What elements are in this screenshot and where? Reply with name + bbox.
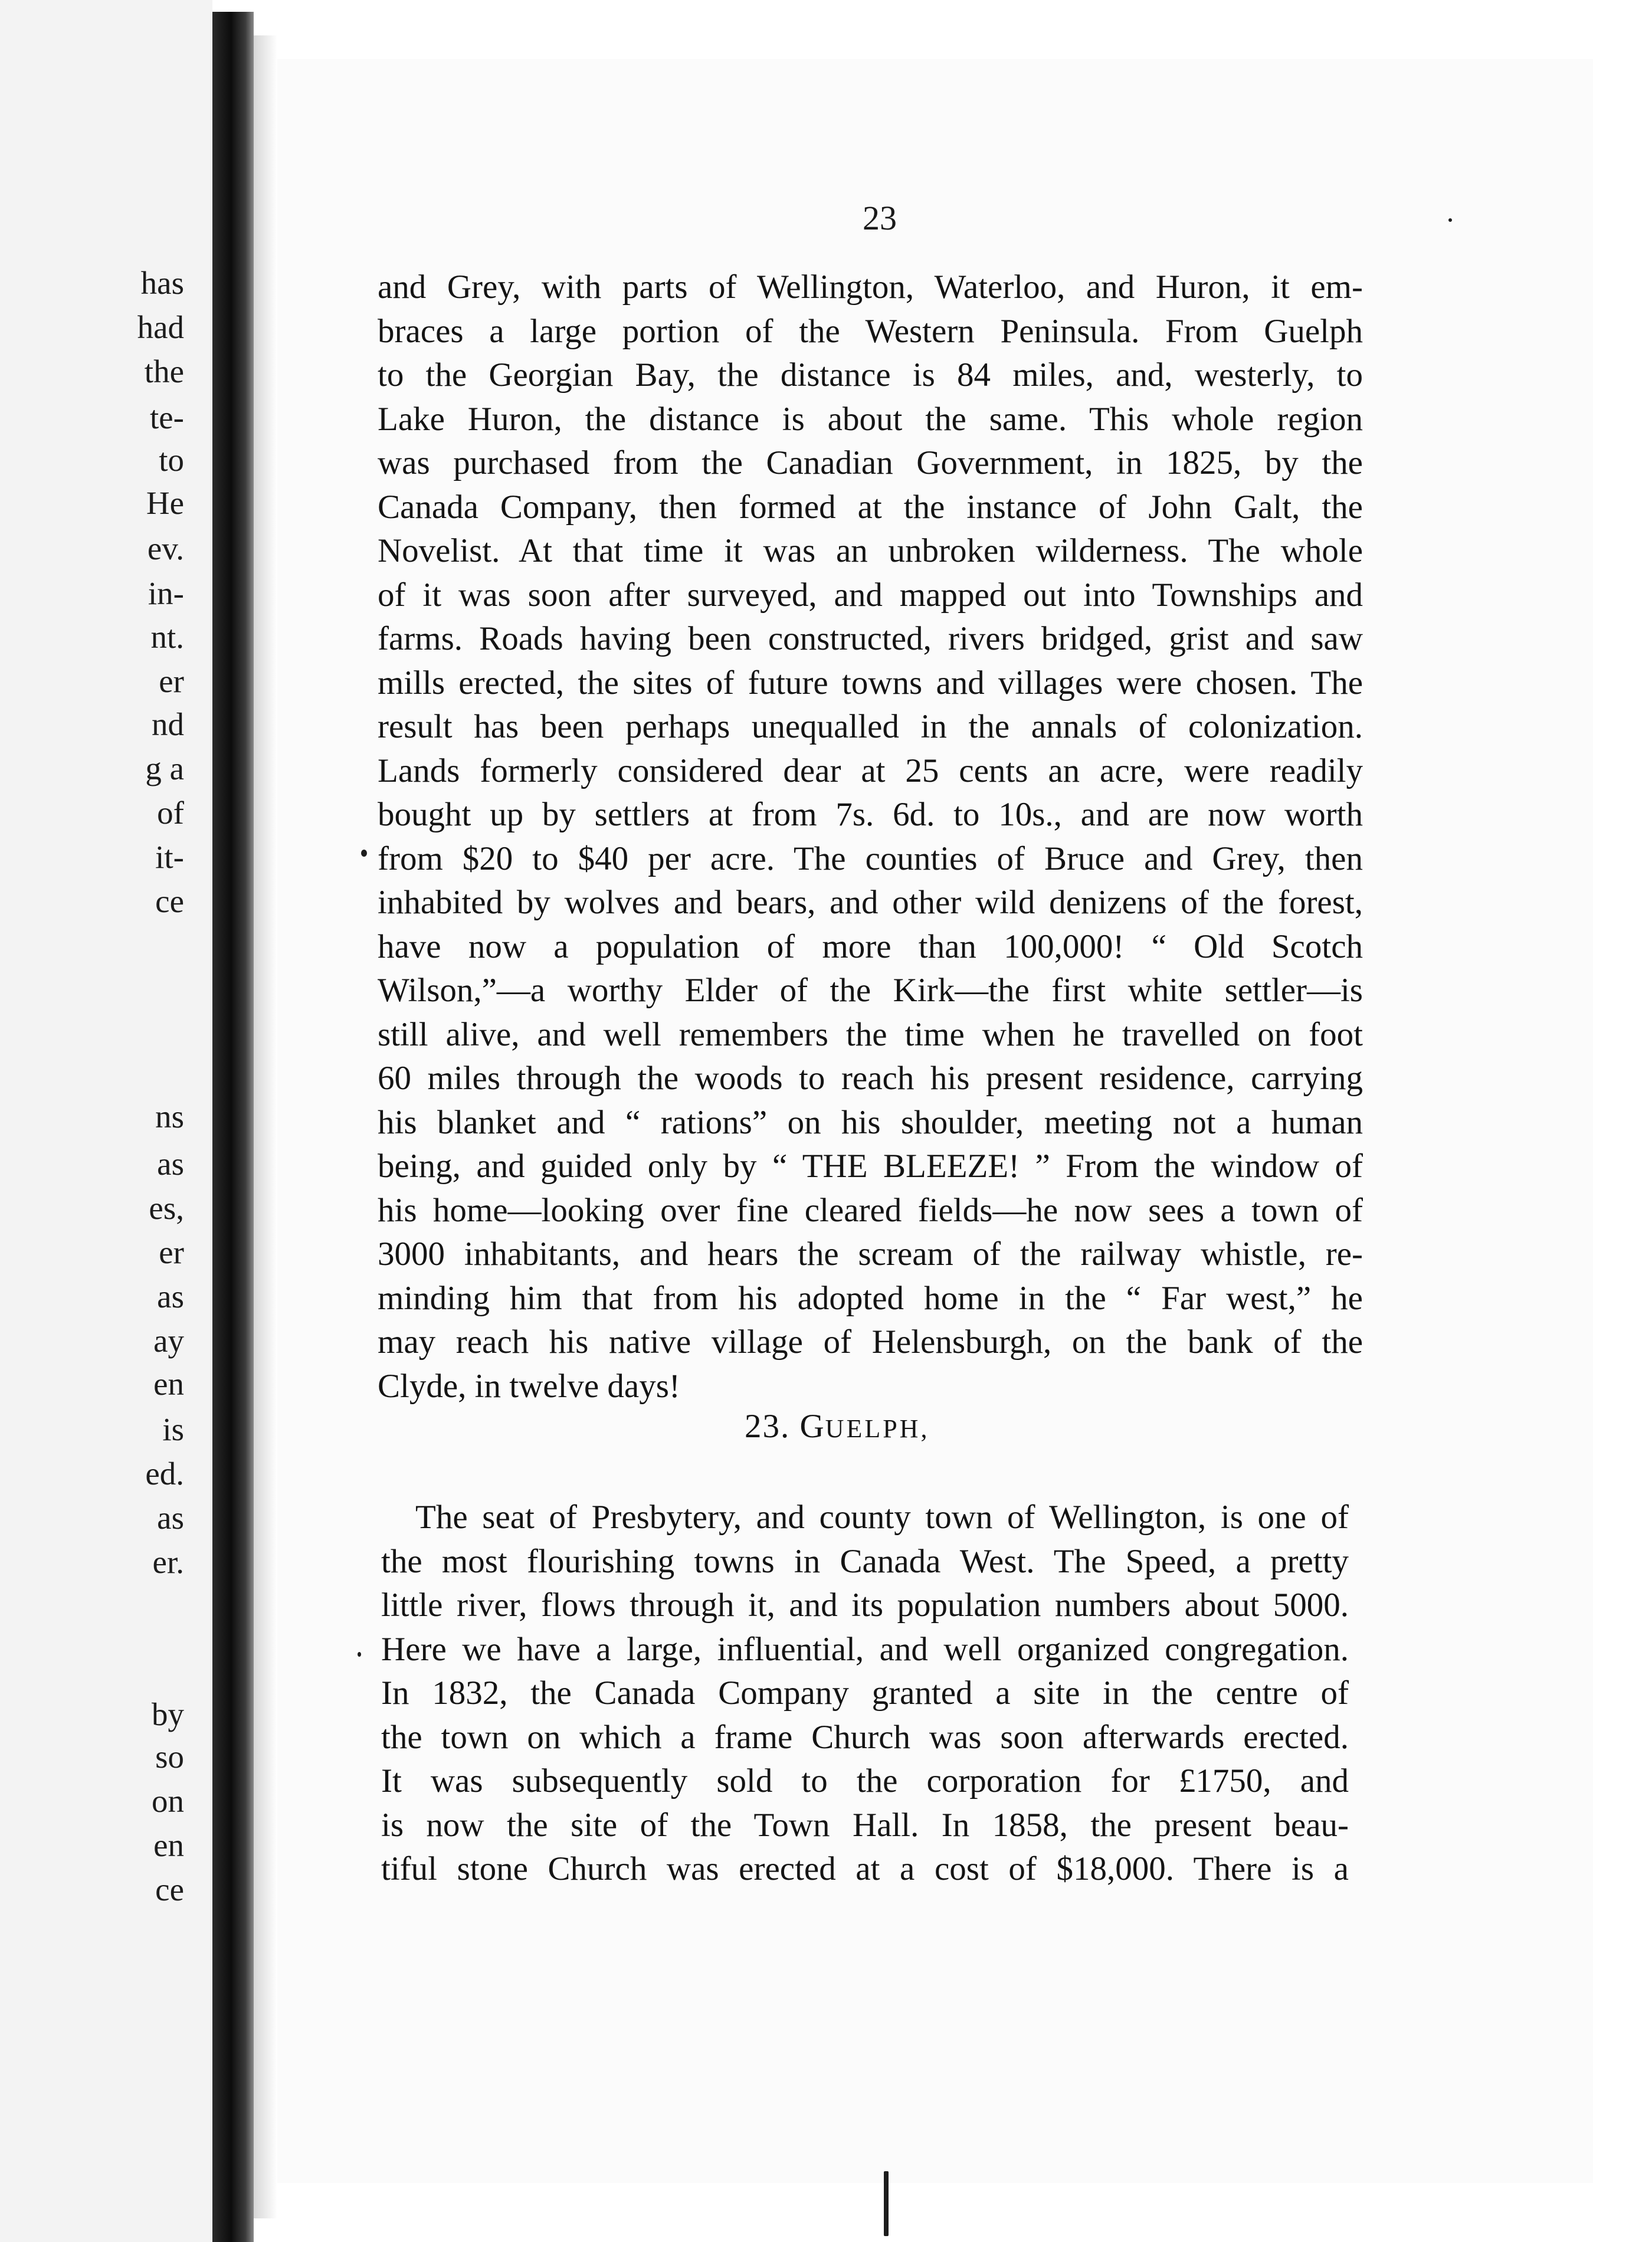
facing-page-edge (0, 0, 212, 2242)
scan-speck (1448, 218, 1452, 222)
facing-page-fragment: nd (152, 706, 184, 742)
facing-page-fragment: en (153, 1366, 184, 1402)
facing-page-fragment: g a (145, 750, 184, 786)
facing-page-fragment: ay (153, 1323, 184, 1359)
facing-page-fragment: er (159, 1234, 184, 1270)
body-paragraph (378, 266, 1363, 1408)
text-line: result has been perhaps unequalled in the annals of colonization. (378, 708, 1363, 745)
text-line: 60 miles through the woods to reach his present residence, carrying (378, 1060, 1363, 1097)
facing-page-fragment: the (144, 353, 184, 389)
text-line: bought up by settlers at from 7s. 6d. to 10s., and are now worth (378, 796, 1363, 833)
section-title-rest: UELPH, (825, 1414, 930, 1443)
facing-page-fragment: ce (155, 1871, 184, 1907)
text-line: have now a population of more than 100,000! “ Old Scotch (378, 927, 1363, 965)
section-paragraph (381, 1496, 1349, 1892)
text-line: Canada Company, then formed at the instance of John Galt, the (378, 488, 1363, 526)
text-line: may reach his native village of Helensburgh, on the bank of the (378, 1323, 1363, 1361)
facing-page-fragment: so (155, 1739, 184, 1775)
text-line: Clyde, in twelve days! (378, 1367, 680, 1405)
text-line: Wilson,”—a worthy Elder of the Kirk—the first white settler—is (378, 972, 1363, 1009)
facing-page-fragment: as (157, 1279, 184, 1315)
facing-page-fragment: er (159, 663, 184, 699)
text-line: Lake Huron, the distance is about the same. This whole region (378, 400, 1363, 438)
facing-page-fragment: ev. (147, 530, 184, 566)
text-line: from $20 to $40 per acre. The counties of Bruce and Grey, then (378, 840, 1363, 877)
facing-page-fragment: in- (148, 575, 184, 611)
text-line: being, and guided only by “ THE BLEEZE! ” From the window of (378, 1148, 1363, 1185)
text-line: was purchased from the Canadian Government, in 1825, by the (378, 444, 1363, 481)
text-line: the town on which a frame Church was soon afterwards erected. (381, 1718, 1349, 1756)
scan-speck (358, 1652, 361, 1657)
facing-page-fragment: as (157, 1146, 184, 1182)
text-line: farms. Roads having been constructed, rivers bridged, grist and saw (378, 620, 1363, 657)
facing-page-fragment: it- (155, 839, 184, 875)
text-line: minding him that from his adopted home in the “ Far west,” he (378, 1279, 1363, 1317)
text-line: his blanket and “ rations” on his shoulder, meeting not a human (378, 1103, 1363, 1141)
facing-page-fragment: ns (155, 1099, 184, 1135)
gutter-shadow (254, 35, 277, 2218)
text-line: inhabited by wolves and bears, and other wild denizens of the forest, (378, 884, 1363, 921)
facing-page-fragment: es, (149, 1190, 184, 1226)
facing-page-fragment: on (152, 1783, 184, 1819)
text-line: braces a large portion of the Western Peninsula. From Guelph (378, 312, 1363, 350)
section-heading (745, 1407, 929, 1446)
facing-page-fragment: of (157, 795, 184, 831)
facing-page-fragment: en (153, 1827, 184, 1863)
facing-page-fragment: by (152, 1696, 184, 1732)
book-gutter (212, 12, 254, 2242)
text-line: 3000 inhabitants, and hears the scream of the railway whistle, re- (378, 1235, 1363, 1273)
text-line: It was subsequently sold to the corporation for £1750, and (381, 1762, 1349, 1800)
section-number: 23. (745, 1408, 791, 1445)
text-line: his home—looking over fine cleared fields—he now sees a town of (378, 1191, 1363, 1229)
scan-speck (884, 2171, 889, 2236)
text-line: little river, flows through it, and its population numbers about 5000. (381, 1587, 1349, 1624)
text-line: mills erected, the sites of future towns and villages were chosen. The (378, 664, 1363, 702)
facing-page-fragment: as (157, 1500, 184, 1536)
text-line: and Grey, with parts of Wellington, Waterloo, and Huron, it em- (378, 268, 1363, 306)
page-number: 23 (863, 199, 897, 237)
facing-page-fragment: had (137, 309, 184, 345)
text-line: is now the site of the Town Hall. In 1858, the present beau- (381, 1806, 1349, 1844)
text-line: of it was soon after surveyed, and mapped out into Townships and (378, 576, 1363, 614)
text-line: tiful stone Church was erected at a cost of $18,000. There is a (381, 1850, 1349, 1887)
section-title-initial: G (799, 1408, 825, 1445)
facing-page-fragment: ce (155, 883, 184, 919)
facing-page-fragment: ed. (145, 1456, 184, 1492)
text-line: Lands formerly considered dear at 25 cents an acre, were readily (378, 752, 1363, 789)
facing-page-fragment: to (159, 442, 184, 478)
text-line: to the Georgian Bay, the distance is 84 miles, and, westerly, to (378, 356, 1363, 394)
facing-page-fragment: has (140, 265, 184, 301)
scan-speck (361, 850, 367, 857)
facing-page-fragment: nt. (150, 619, 184, 655)
text-line: the most flourishing towns in Canada West. The Speed, a pretty (381, 1542, 1349, 1580)
text-line: In 1832, the Canada Company granted a site in the centre of (381, 1674, 1349, 1712)
facing-page-fragment: er. (152, 1544, 184, 1580)
text-line: Here we have a large, influential, and well organized congregation. (381, 1630, 1349, 1668)
text-line: The seat of Presbytery, and county town of Wellington, is one of (415, 1499, 1349, 1536)
facing-page-fragment: te- (149, 399, 184, 435)
facing-page-fragment: is (162, 1411, 184, 1447)
text-line: Novelist. At that time it was an unbroken wilderness. The whole (378, 532, 1363, 569)
text-line: still alive, and well remembers the time when he travelled on foot (378, 1015, 1363, 1053)
facing-page-fragment: He (146, 485, 184, 521)
